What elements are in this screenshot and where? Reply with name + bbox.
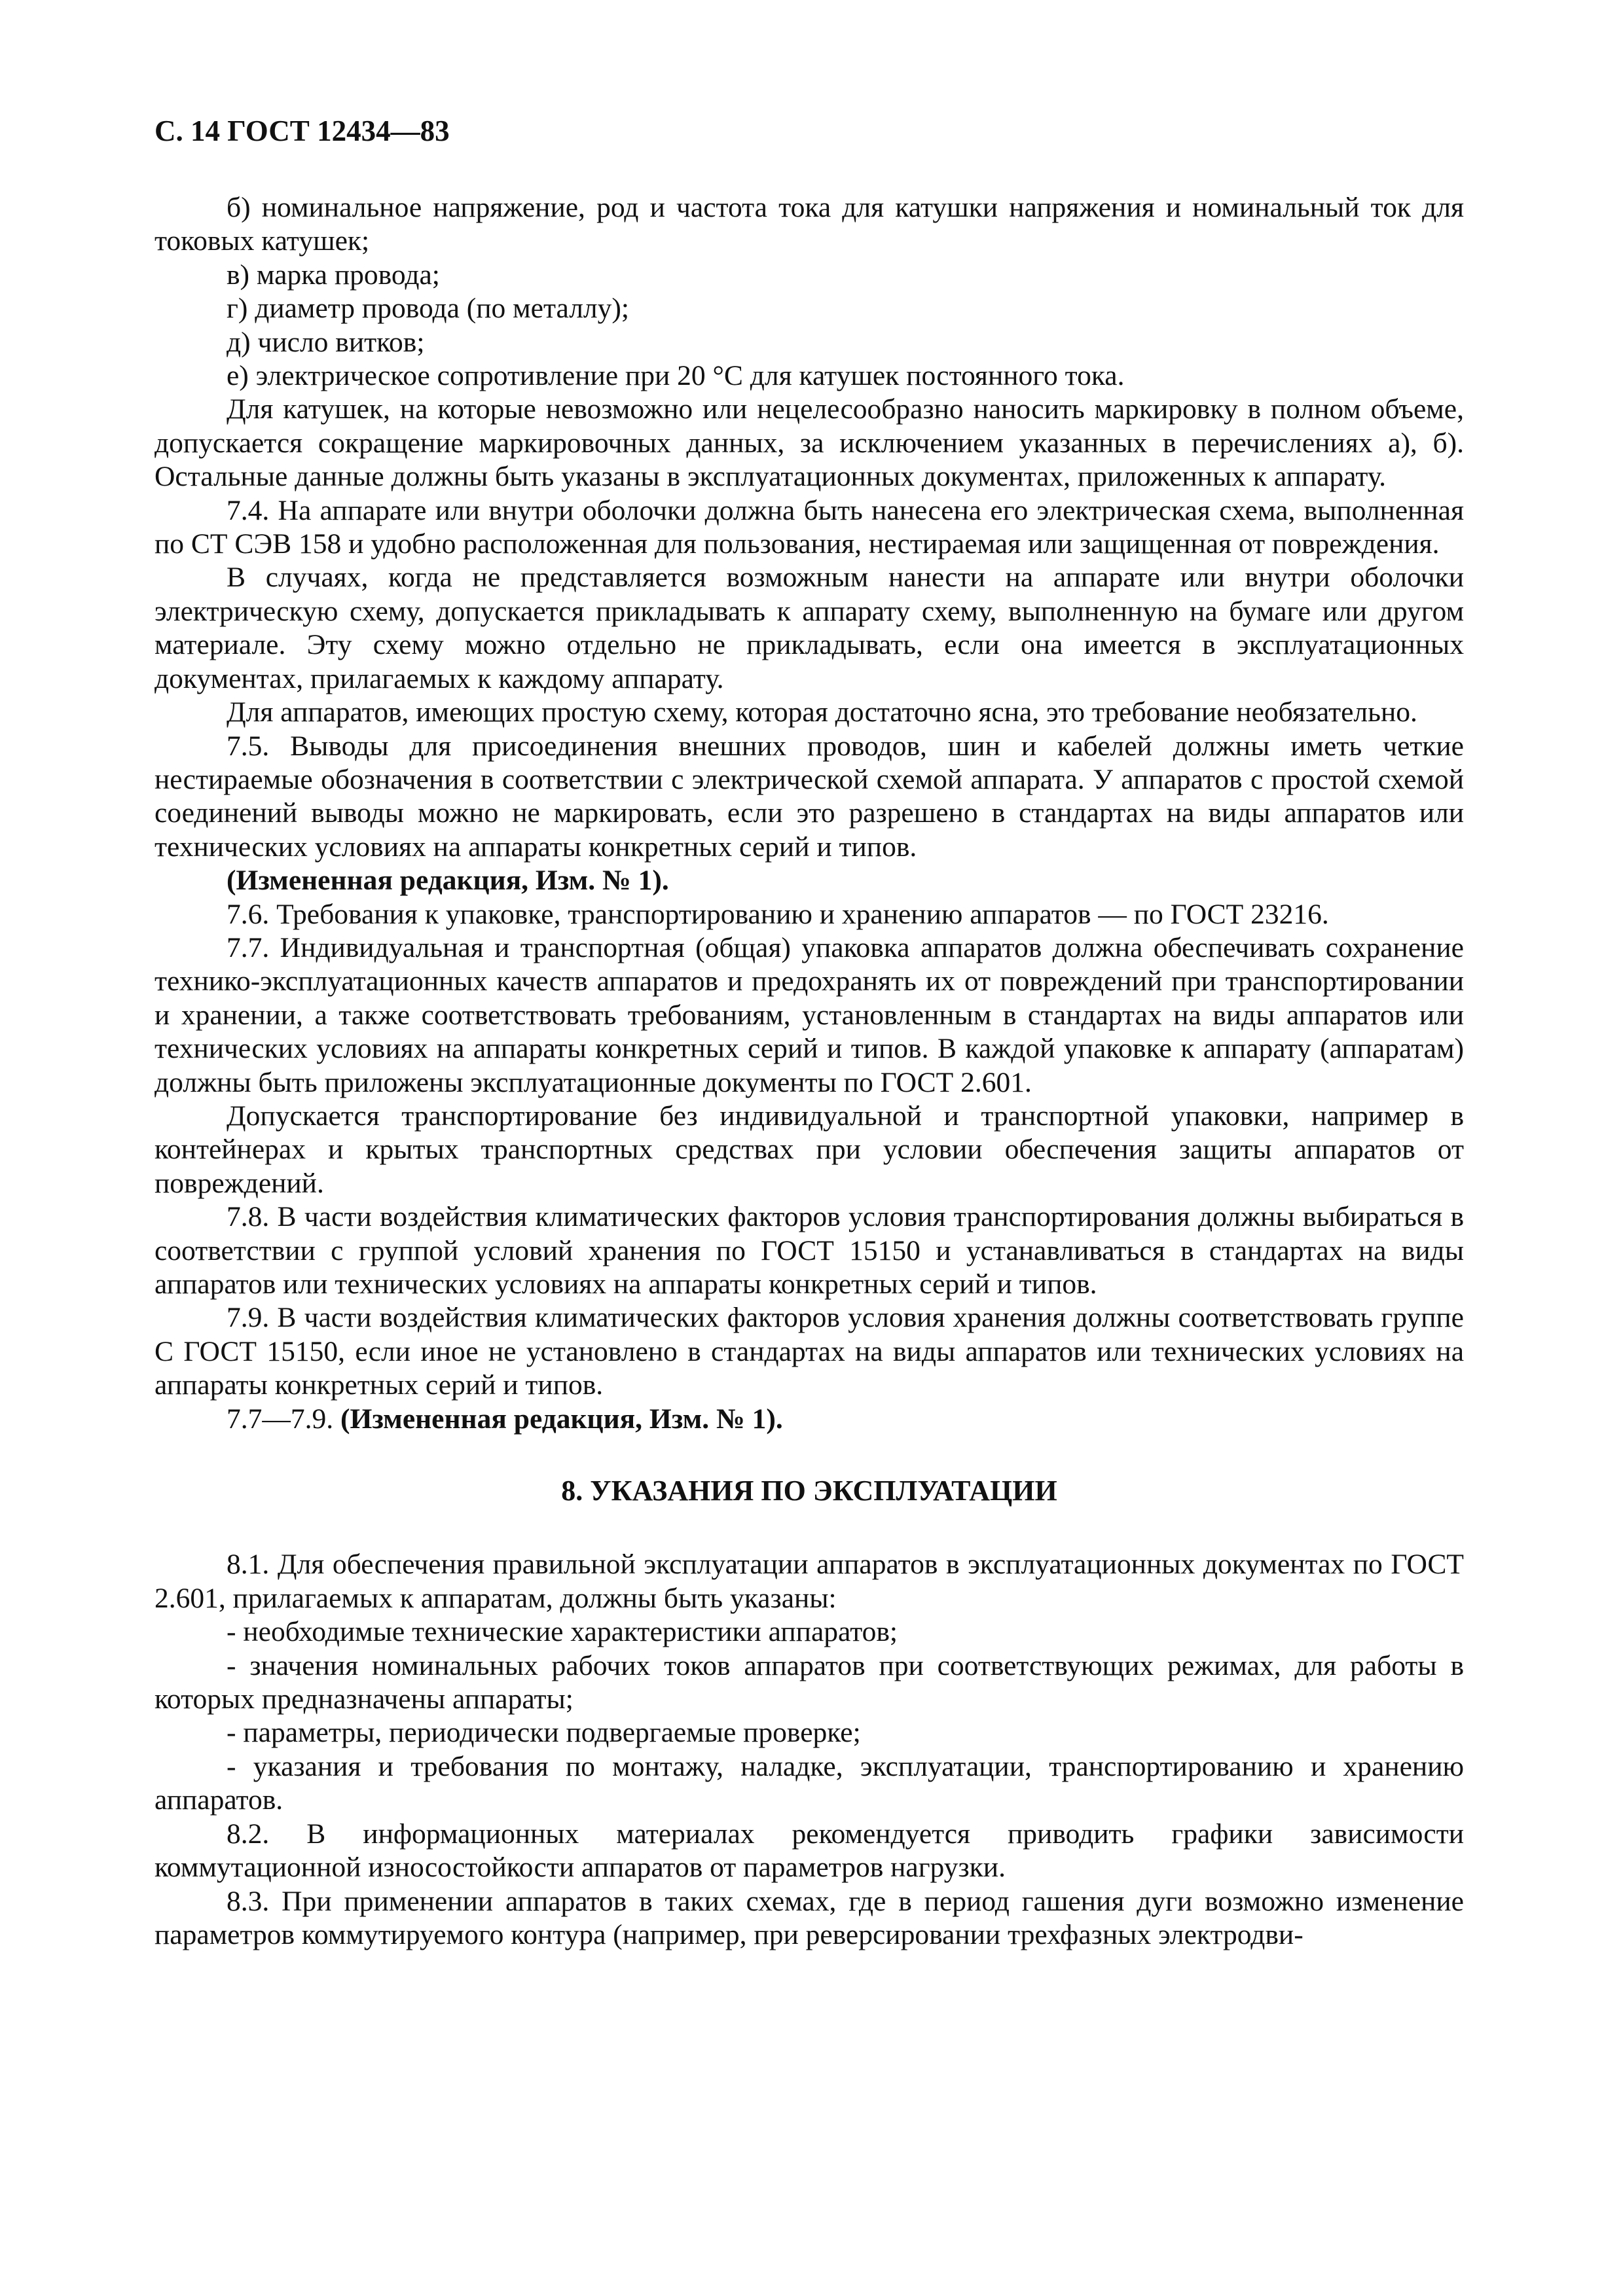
paragraph: б) номинальное напряжение, род и частота тока для катушки напряжения и номинальный ток для токовых катушек; xyxy=(155,192,1464,257)
paragraph: Для катушек, на которые невозможно или нецелесообразно наносить маркировку в полном объеме, допускается сокращение маркировочных данных, за исключением указанных в перечислениях а), б). Остальные данные должны быть указаны в эксплуатационных документах, приложенных к аппарату. xyxy=(155,393,1464,493)
paragraph: 7.4. На аппарате или внутри оболочки должна быть нанесена его электрическая схема, выполненная по СТ СЭВ 158 и удобно расположенная для пользования, нестираемая или защищенная от повреждения. xyxy=(155,494,1464,560)
paragraph: Для аппаратов, имеющих простую схему, которая достаточно ясна, это требование необязательно. xyxy=(227,696,1417,728)
paragraph: в) марка провода; xyxy=(227,259,440,291)
list-item: - значения номинальных рабочих токов аппаратов при соответствующих режимах, для работы в которых предназначены аппараты; xyxy=(155,1649,1464,1715)
paragraph: 7.5. Выводы для присоединения внешних проводов, шин и кабелей должны иметь четкие нестираемые обозначения в соответствии с электрической схемой аппарата. У аппаратов с простой схемой соединений выводы можно не маркировать, если это разрешено в стандартах на виды аппаратов или технических условиях на аппараты конкретных серий и типов. xyxy=(155,730,1464,863)
paragraph: В случаях, когда не представляется возможным нанести на аппарате или внутри оболочки электрическую схему, допускается прикладывать к аппарату схему, выполненную на бумаге или другом материале. Эту схему можно отдельно не прикладывать, если она имеется в эксплуатационных документах, прилагаемых к каждому аппарату. xyxy=(155,562,1464,694)
list-item: - указания и требования по монтажу, наладке, эксплуатации, транспортированию и хранению аппаратов. xyxy=(155,1750,1464,1816)
amendment-note: (Измененная редакция, Изм. № 1). xyxy=(227,865,669,897)
amendment-note: (Измененная редакция, Изм. № 1). xyxy=(340,1403,783,1435)
section-title: 8. УКАЗАНИЯ ПО ЭКСПЛУАТАЦИИ xyxy=(561,1475,1057,1507)
paragraph: 8.3. При применении аппаратов в таких схемах, где в период гашения дуги возможно изменение параметров коммутируемого контура (например, при реверсировании трехфазных электродви- xyxy=(155,1885,1464,1950)
paragraph: д) число витков; xyxy=(227,326,425,358)
paragraph: Допускается транспортирование без индивидуальной и транспортной упаковки, например в контейнерах и крытых транспортных средствах при условии обеспечения защиты аппаратов от повреждений. xyxy=(155,1100,1464,1199)
paragraph: 7.6. Требования к упаковке, транспортированию и хранению аппаратов — по ГОСТ 23216. xyxy=(227,898,1329,930)
amendment-paragraph xyxy=(155,1403,1464,1436)
paragraph: е) электрическое сопротивление при 20 °С для катушек постоянного тока. xyxy=(227,360,1125,392)
paragraph: 8.2. В информационных материалах рекомендуется приводить графики зависимости коммутационной износостойкости аппаратов от параметров нагрузки. xyxy=(155,1818,1464,1884)
document-body xyxy=(155,191,1464,1952)
paragraph: 8.1. Для обеспечения правильной эксплуатации аппаратов в эксплуатационных документах по ГОСТ 2.601, прилагаемых к аппаратам, должны быть указаны: xyxy=(155,1549,1464,1614)
paragraph: 7.8. В части воздействия климатических факторов условия транспортирования должны выбираться в соответствии с группой условий хранения по ГОСТ 15150 и устанавливаться в стандартах на виды аппаратов или технических условиях на аппараты конкретных серий и типов. xyxy=(155,1201,1464,1300)
paragraph: 7.7. Индивидуальная и транспортная (общая) упаковка аппаратов должна обеспечивать сохранение технико-эксплуатационных качеств аппаратов и предохранять их от повреждений при транспортировании и хранении, а также соответствовать требованиям, установленным в стандартах на виды аппаратов или технических условиях на аппараты конкретных серий и типов. В каждой упаковке к аппарату (аппаратам) должны быть приложены эксплуатационные документы по ГОСТ 2.601. xyxy=(155,931,1464,1098)
paragraph: г) диаметр провода (по металлу); xyxy=(227,293,629,325)
page-header: С. 14 ГОСТ 12434—83 xyxy=(155,115,450,147)
list-item: - параметры, периодически подвергаемые проверке; xyxy=(227,1717,861,1749)
amendment-prefix: 7.7—7.9. xyxy=(227,1403,340,1435)
list-item: - необходимые технические характеристики аппаратов; xyxy=(227,1616,898,1648)
paragraph: 7.9. В части воздействия климатических факторов условия хранения должны соответствовать группе С ГОСТ 15150, если иное не установлено в стандартах на виды аппаратов или технических условиях на аппараты конкретных серий и типов. xyxy=(155,1302,1464,1401)
